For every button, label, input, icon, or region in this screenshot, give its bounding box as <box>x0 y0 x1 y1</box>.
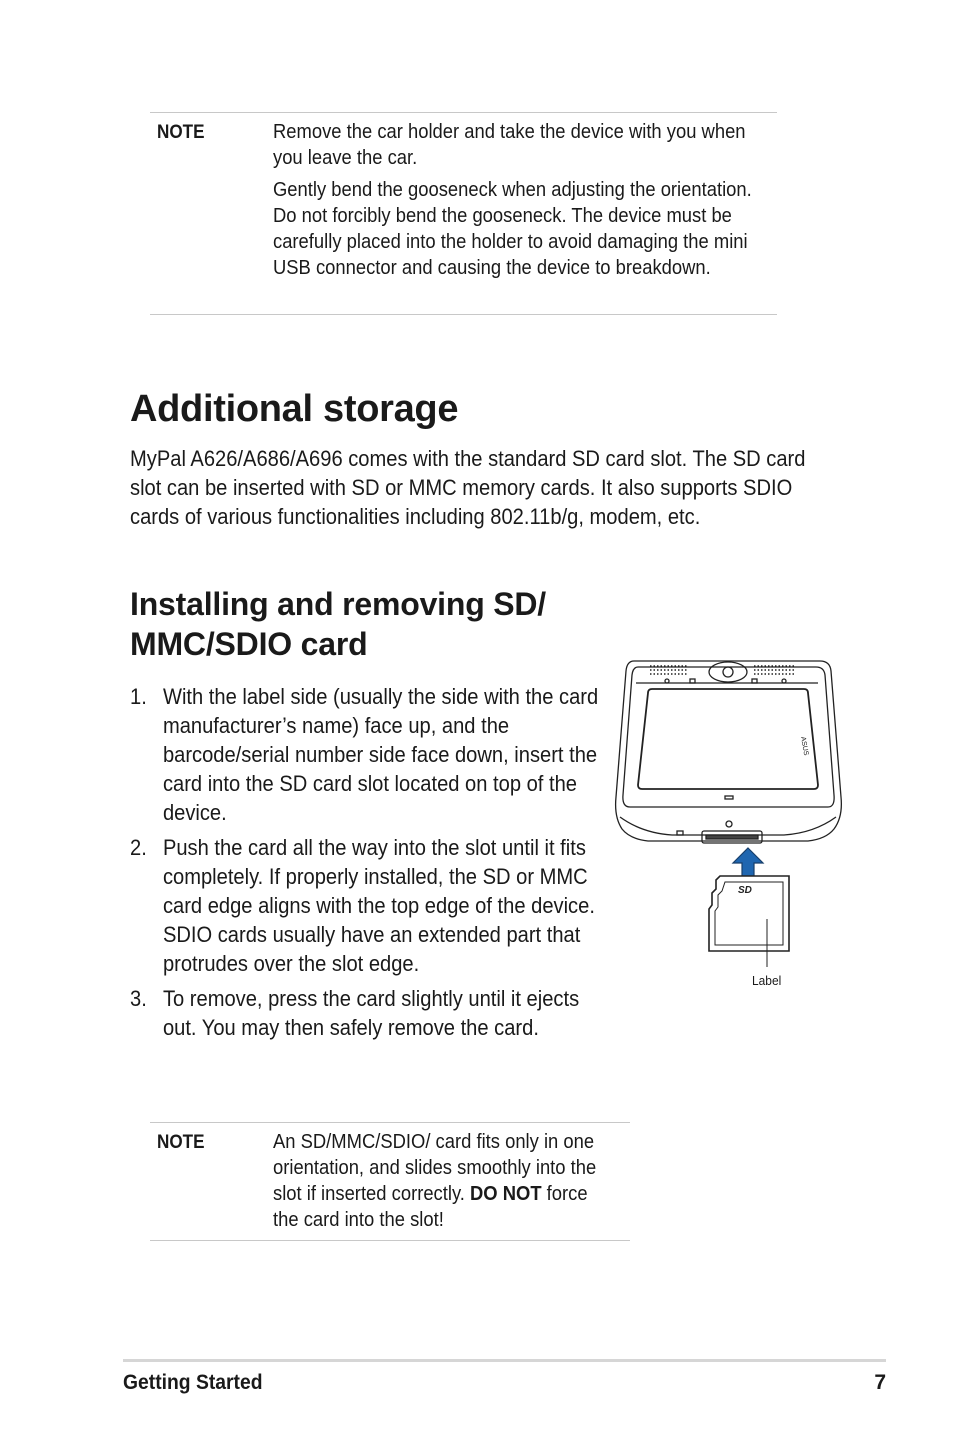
slot-icon <box>677 831 683 835</box>
intro-paragraph: MyPal A626/A686/A696 comes with the standard SD card slot. The SD card slot can be inserted with SD or MMC memory cards. It also supports SDIO cards of various functionalities including 802.11b/g, modem, etc. <box>130 446 806 529</box>
svg-text:ASUS: ASUS <box>799 736 810 757</box>
figure-label: Label <box>752 973 782 988</box>
nav-center-button <box>723 667 733 677</box>
list-item <box>130 833 601 978</box>
sd-slot-opening <box>706 835 758 839</box>
step-text: With the label side (usually the side with the card manufacturer’s name) face up, and the barcode/serial number side face down, insert the card into the SD card slot located on top of the device. <box>162 684 599 825</box>
step-number: 1. <box>130 684 147 709</box>
hardware-button <box>752 679 757 683</box>
footer-section-name: Getting Started <box>123 1371 263 1394</box>
steps-list <box>130 682 601 1048</box>
page-title: Additional storage <box>130 388 459 430</box>
note-text-start: An SD/MMC/SDIO/ card fits only in one orientation, and slides smoothly into the slot if inserted correctly. <box>273 1131 597 1205</box>
hardware-button <box>690 679 695 683</box>
step-text: To remove, press the card slightly until it ejects out. You may then safely remove the card. <box>162 986 580 1040</box>
note-label: NOTE <box>157 1132 205 1153</box>
device-screen <box>638 689 818 789</box>
note-emphasis: DO NOT <box>470 1183 542 1205</box>
footer-divider <box>123 1359 886 1362</box>
sd-card-logo: SD <box>738 885 752 896</box>
device-illustration <box>612 657 844 997</box>
subsection-title: Installing and removing SD/ MMC/SDIO card <box>130 586 546 662</box>
power-icon <box>726 821 732 827</box>
note-paragraph-1: Remove the car holder and take the device with you when you leave the car. <box>273 121 746 169</box>
list-item <box>130 682 601 827</box>
note-text <box>273 1129 618 1233</box>
hardware-button <box>665 679 669 683</box>
nav-pad <box>709 662 747 682</box>
hardware-button <box>782 679 786 683</box>
step-number: 3. <box>130 986 147 1011</box>
insert-arrow-icon <box>733 848 763 879</box>
note-text <box>273 119 774 281</box>
device-drawing <box>612 657 844 997</box>
list-item <box>130 984 601 1042</box>
note-label: NOTE <box>157 122 205 143</box>
note-paragraph-2: Gently bend the gooseneck when adjusting the orientation. Do not forcibly bend the gooseneck. The device must be carefully placed into the holder to avoid damaging the mini USB connector and causing the device to breakdown. <box>273 179 752 279</box>
top-note <box>150 112 777 315</box>
page-number: 7 <box>874 1371 886 1394</box>
step-text: Push the card all the way into the slot until it fits completely. If properly installed, the SD or MMC card edge aligns with the top edge of the device. SDIO cards usually have an extended part that protrudes over the slot edge. <box>162 835 595 976</box>
bottom-note <box>150 1122 630 1241</box>
status-indicator <box>725 796 733 799</box>
step-number: 2. <box>130 835 147 860</box>
note-text-end: force the card into the slot! <box>273 1183 588 1231</box>
device-lower-edge <box>620 817 836 835</box>
